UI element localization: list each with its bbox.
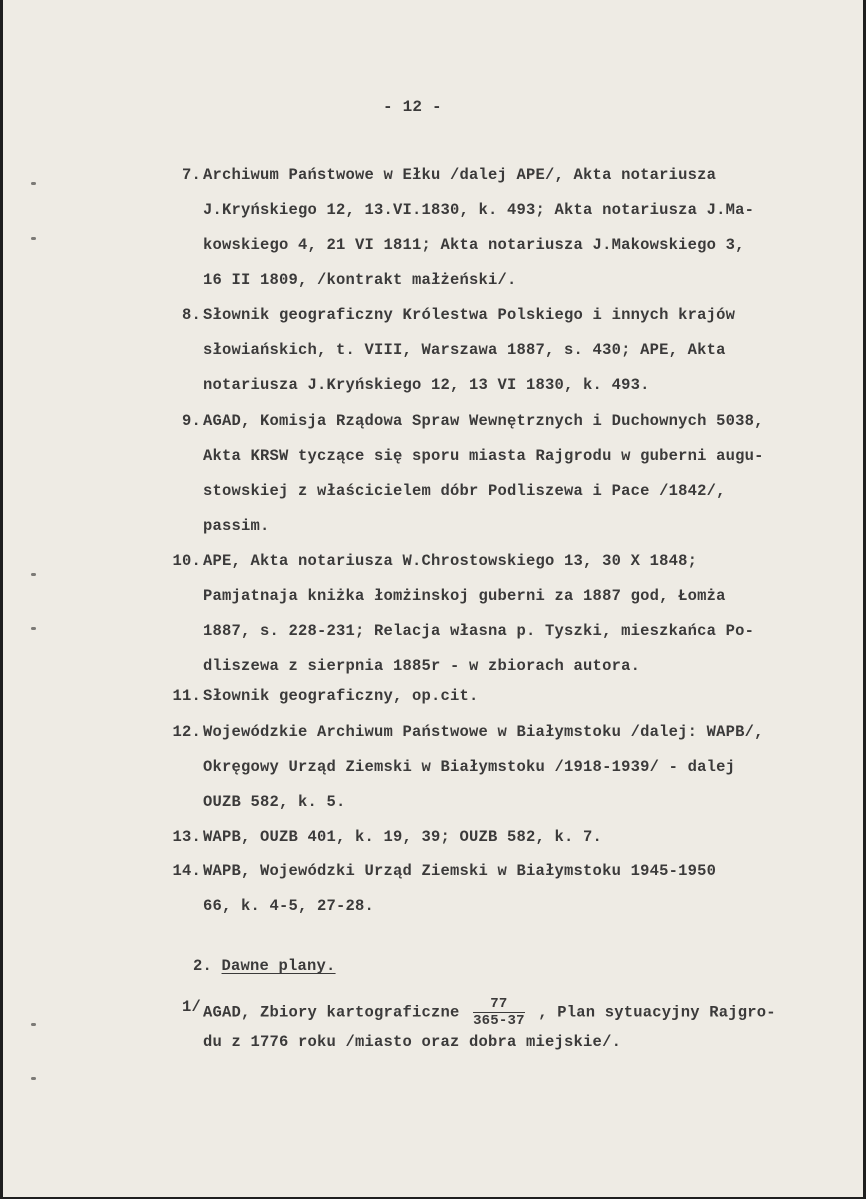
- entry-line: [203, 996, 776, 1029]
- footnote-number: 9.: [181, 412, 201, 430]
- footnote-number: 7.: [181, 166, 201, 184]
- footnote-line: Okręgowy Urząd Ziemski w Białymstoku /1918-1939/ - dalej: [203, 758, 736, 776]
- footnote-number: 13.: [172, 828, 201, 846]
- footnote-line: WAPB, OUZB 401, k. 19, 39; OUZB 582, k. 7.: [203, 828, 603, 846]
- footnote-line: 1887, s. 228-231; Relacja własna p. Tyszki, mieszkańca Po-: [203, 622, 755, 640]
- margin-mark: [31, 627, 36, 630]
- margin-mark: [31, 1023, 36, 1026]
- footnote-line: kowskiego 4, 21 VI 1811; Akta notariusza J.Makowskiego 3,: [203, 236, 745, 254]
- footnote-line: Archiwum Państwowe w Ełku /dalej APE/, Akta notariusza: [203, 166, 717, 184]
- footnote-line: stowskiej z właścicielem dóbr Podliszewa i Pace /1842/,: [203, 482, 726, 500]
- section-title: Dawne plany.: [221, 957, 336, 975]
- footnote-number: 8.: [181, 306, 201, 324]
- footnote-line: APE, Akta notariusza W.Chrostowskiego 13, 30 X 1848;: [203, 552, 698, 570]
- entry-text: AGAD, Zbiory kartograficzne: [203, 1003, 460, 1022]
- footnote-line: notariusza J.Kryńskiego 12, 13 VI 1830, k. 493.: [203, 376, 650, 394]
- footnote-line: 66, k. 4-5, 27-28.: [203, 897, 375, 915]
- footnote-line: Słownik geograficzny Królestwa Polskiego i innych krajów: [203, 306, 736, 324]
- section-number: 2.: [193, 957, 213, 975]
- margin-mark: [31, 1077, 36, 1080]
- footnote-line: AGAD, Komisja Rządowa Spraw Wewnętrznych i Duchownych 5038,: [203, 412, 764, 430]
- footnote-line: passim.: [203, 517, 270, 535]
- footnote-line: Akta KRSW tyczące się sporu miasta Rajgrodu w guberni augu-: [203, 447, 764, 465]
- fraction-denominator: 365-37: [473, 1013, 525, 1029]
- signature-fraction: [473, 996, 525, 1029]
- footnote-line: Wojewódzkie Archiwum Państwowe w Białymstoku /dalej: WAPB/,: [203, 723, 764, 741]
- margin-mark: [31, 573, 36, 576]
- footnote-number: 12.: [172, 723, 201, 741]
- footnote-number: 11.: [172, 687, 201, 705]
- footnote-number: 14.: [172, 862, 201, 880]
- footnote-line: OUZB 582, k. 5.: [203, 793, 346, 811]
- footnote-line: słowiańskich, t. VIII, Warszawa 1887, s. 430; APE, Akta: [203, 341, 726, 359]
- footnote-line: 16 II 1809, /kontrakt małżeński/.: [203, 271, 517, 289]
- entry-number: 1/: [181, 998, 201, 1016]
- margin-mark: [31, 182, 36, 185]
- footnote-number: 10.: [172, 552, 201, 570]
- footnote-line: dliszewa z sierpnia 1885r - w zbiorach autora.: [203, 657, 641, 675]
- footnote-line: J.Kryńskiego 12, 13.VI.1830, k. 493; Akta notariusza J.Ma-: [203, 201, 755, 219]
- entry-text: , Plan sytuacyjny Rajgro-: [538, 1003, 776, 1022]
- footnote-line: Słownik geograficzny, op.cit.: [203, 687, 479, 705]
- margin-mark: [31, 237, 36, 240]
- footnote-line: Pamjatnaja kniżka łomżinskoj guberni za 1887 god, Łomża: [203, 587, 726, 605]
- footnote-line: WAPB, Wojewódzki Urząd Ziemski w Białymstoku 1945-1950: [203, 862, 717, 880]
- document-page: [3, 0, 863, 1197]
- fraction-numerator: 77: [473, 996, 525, 1013]
- page-number: - 12 -: [383, 98, 442, 116]
- entry-line: du z 1776 roku /miasto oraz dobra miejskie/.: [203, 1033, 622, 1051]
- section-heading: [193, 957, 336, 975]
